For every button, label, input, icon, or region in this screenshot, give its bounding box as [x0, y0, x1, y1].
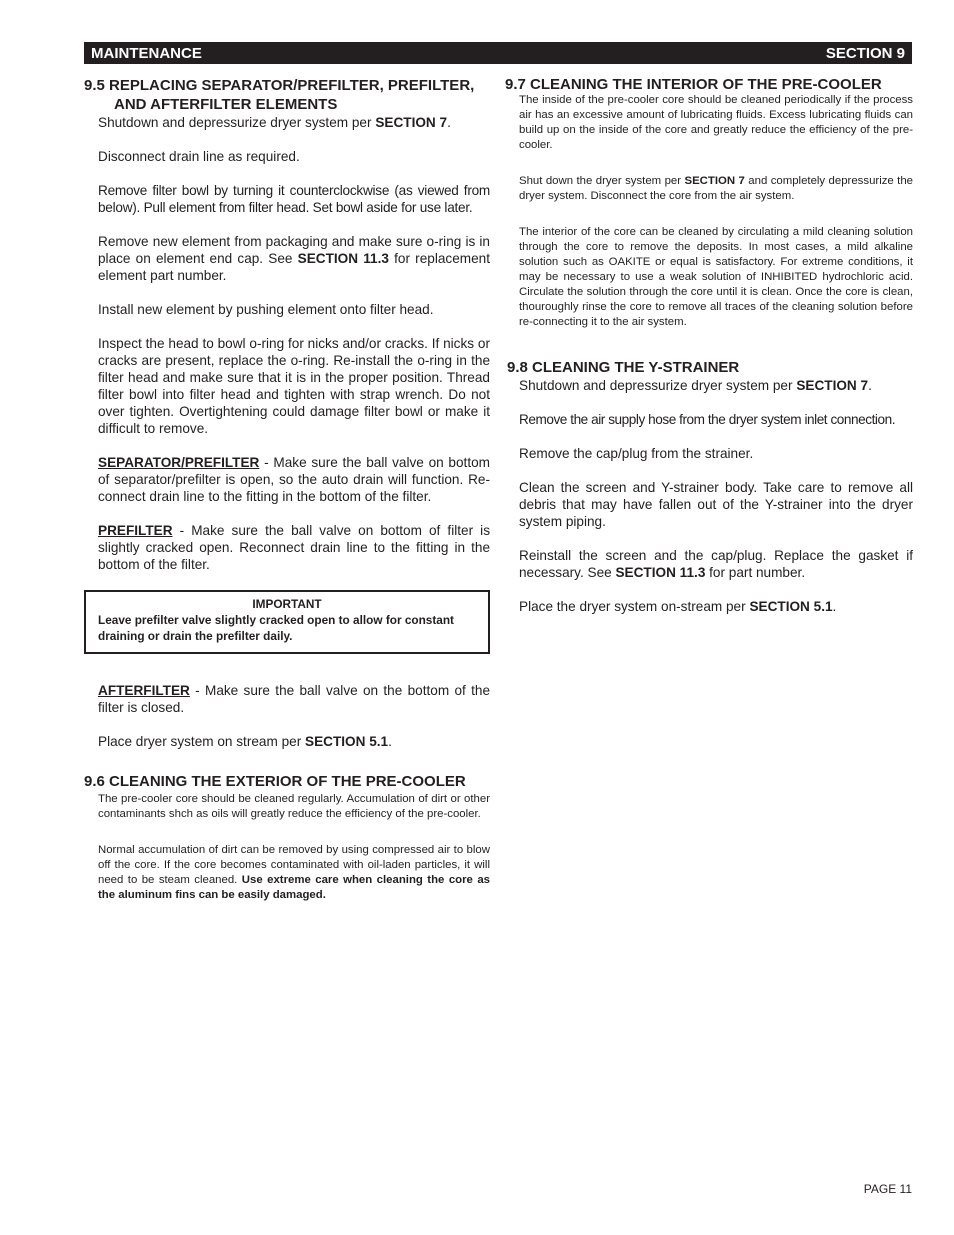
important-text: Leave prefilter valve slightly cracked open to allow for constant draining or drain the prefilter daily.: [98, 613, 454, 643]
paragraph: Remove the air supply hose from the dryer system inlet connection.: [519, 412, 896, 427]
prefilter-note: PREFILTER - Make sure the ball valve on bottom of filter is slightly cracked open. Reconnect drain line to the fitting in the bottom of the filter.: [98, 523, 490, 572]
paragraph: Shutdown and depressurize dryer system per SECTION 7.: [98, 115, 451, 130]
section-9-8-heading: 9.8 CLEANING THE Y-STRAINER: [507, 359, 740, 376]
paragraph: The inside of the pre-cooler core should be cleaned periodically if the process air has an excessive amount of lubricating fluids. Excess lubricating fluids can build up on the inside of the core and greatly reduce the efficiency of the pre-cooler.: [519, 94, 913, 151]
header-section: SECTION 9: [825, 44, 905, 62]
header-maintenance: MAINTENANCE: [91, 44, 202, 62]
right-column: [505, 76, 913, 615]
left-column: [84, 76, 490, 924]
paragraph: Clean the screen and Y-strainer body. Take care to remove all debris that may have fallen out of the Y-strainer into the dryer system piping.: [519, 480, 913, 529]
paragraph: Install new element by pushing element onto filter head.: [98, 302, 434, 317]
paragraph: Shutdown and depressurize dryer system per SECTION 7.: [519, 378, 872, 393]
important-callout: [84, 590, 490, 654]
paragraph: Disconnect drain line as required.: [98, 149, 300, 164]
paragraph: Place the dryer system on-stream per SECTION 5.1.: [519, 599, 837, 614]
page-number: PAGE 11: [863, 1182, 912, 1196]
paragraph: Remove new element from packaging and make sure o-ring is in place on element end cap. See SECTION 11.3 for replacement element part number.: [98, 234, 490, 283]
separator-prefilter-note: SEPARATOR/PREFILTER - Make sure the ball valve on bottom of separator/prefilter is open, so the auto drain will function. Re-connect drain line to the fitting in the bottom of the filter.: [98, 455, 490, 504]
section-9-6-heading: 9.6 CLEANING THE EXTERIOR OF THE PRE-COOLER: [84, 773, 466, 790]
paragraph: Reinstall the screen and the cap/plug. Replace the gasket if necessary. See SECTION 11.3 for part number.: [519, 548, 913, 580]
paragraph: The pre-cooler core should be cleaned regularly. Accumulation of dirt or other contaminants shch as oils will greatly reduce the efficiency of the pre-cooler.: [98, 793, 490, 820]
section-header-bar: [84, 42, 912, 64]
section-9-7-heading: 9.7 CLEANING THE INTERIOR OF THE PRE-COOLER: [505, 76, 882, 93]
paragraph: Remove the cap/plug from the strainer.: [519, 446, 754, 461]
paragraph: Shut down the dryer system per SECTION 7 and completely depressurize the dryer system. Disconnect the core from the air system.: [519, 175, 914, 202]
important-title: IMPORTANT: [252, 597, 322, 611]
paragraph: Inspect the head to bowl o-ring for nicks and/or cracks. If nicks or cracks are present, replace the o-ring. Re-install the o-ring in the filter head and make sure that it is in the proper position. Thread filter bowl into filter head and tighten with strap wrench. Do not over tighten. Overtightening could damage filter bowl or make it difficult to remove.: [98, 336, 490, 436]
paragraph: Remove filter bowl by turning it counterclockwise (as viewed from below). Pull element from filter head. Set bowl aside for use later.: [98, 183, 490, 215]
afterfilter-note: AFTERFILTER - Make sure the ball valve on the bottom of the filter is closed.: [98, 683, 490, 715]
paragraph: Place dryer system on stream per SECTION 5.1.: [98, 734, 392, 749]
section-9-5-heading: 9.5 REPLACING SEPARATOR/PREFILTER, PREFILTER, AND AFTERFILTER ELEMENTS: [84, 77, 475, 113]
paragraph: Normal accumulation of dirt can be removed by using compressed air to blow off the core. If the core becomes contaminated with oil-laden particles, it will need to be steam cleaned. Use extreme care when cleaning the core as the aluminum fins can be easily damaged.: [98, 844, 490, 901]
paragraph: The interior of the core can be cleaned by circulating a mild cleaning solution through the core to remove the deposits. In most cases, a mild alkaline solution such as OAKITE or equal is satisfactory. For extreme conditions, it may be necessary to use a weak solution of INHIBITED hydrochloric acid. Circulate the solution through the core until it is clean. Once the core is clean, thouroughly rinse the core to remove all traces of the cleaning solution before re-connecting it to the air system.: [519, 226, 913, 328]
